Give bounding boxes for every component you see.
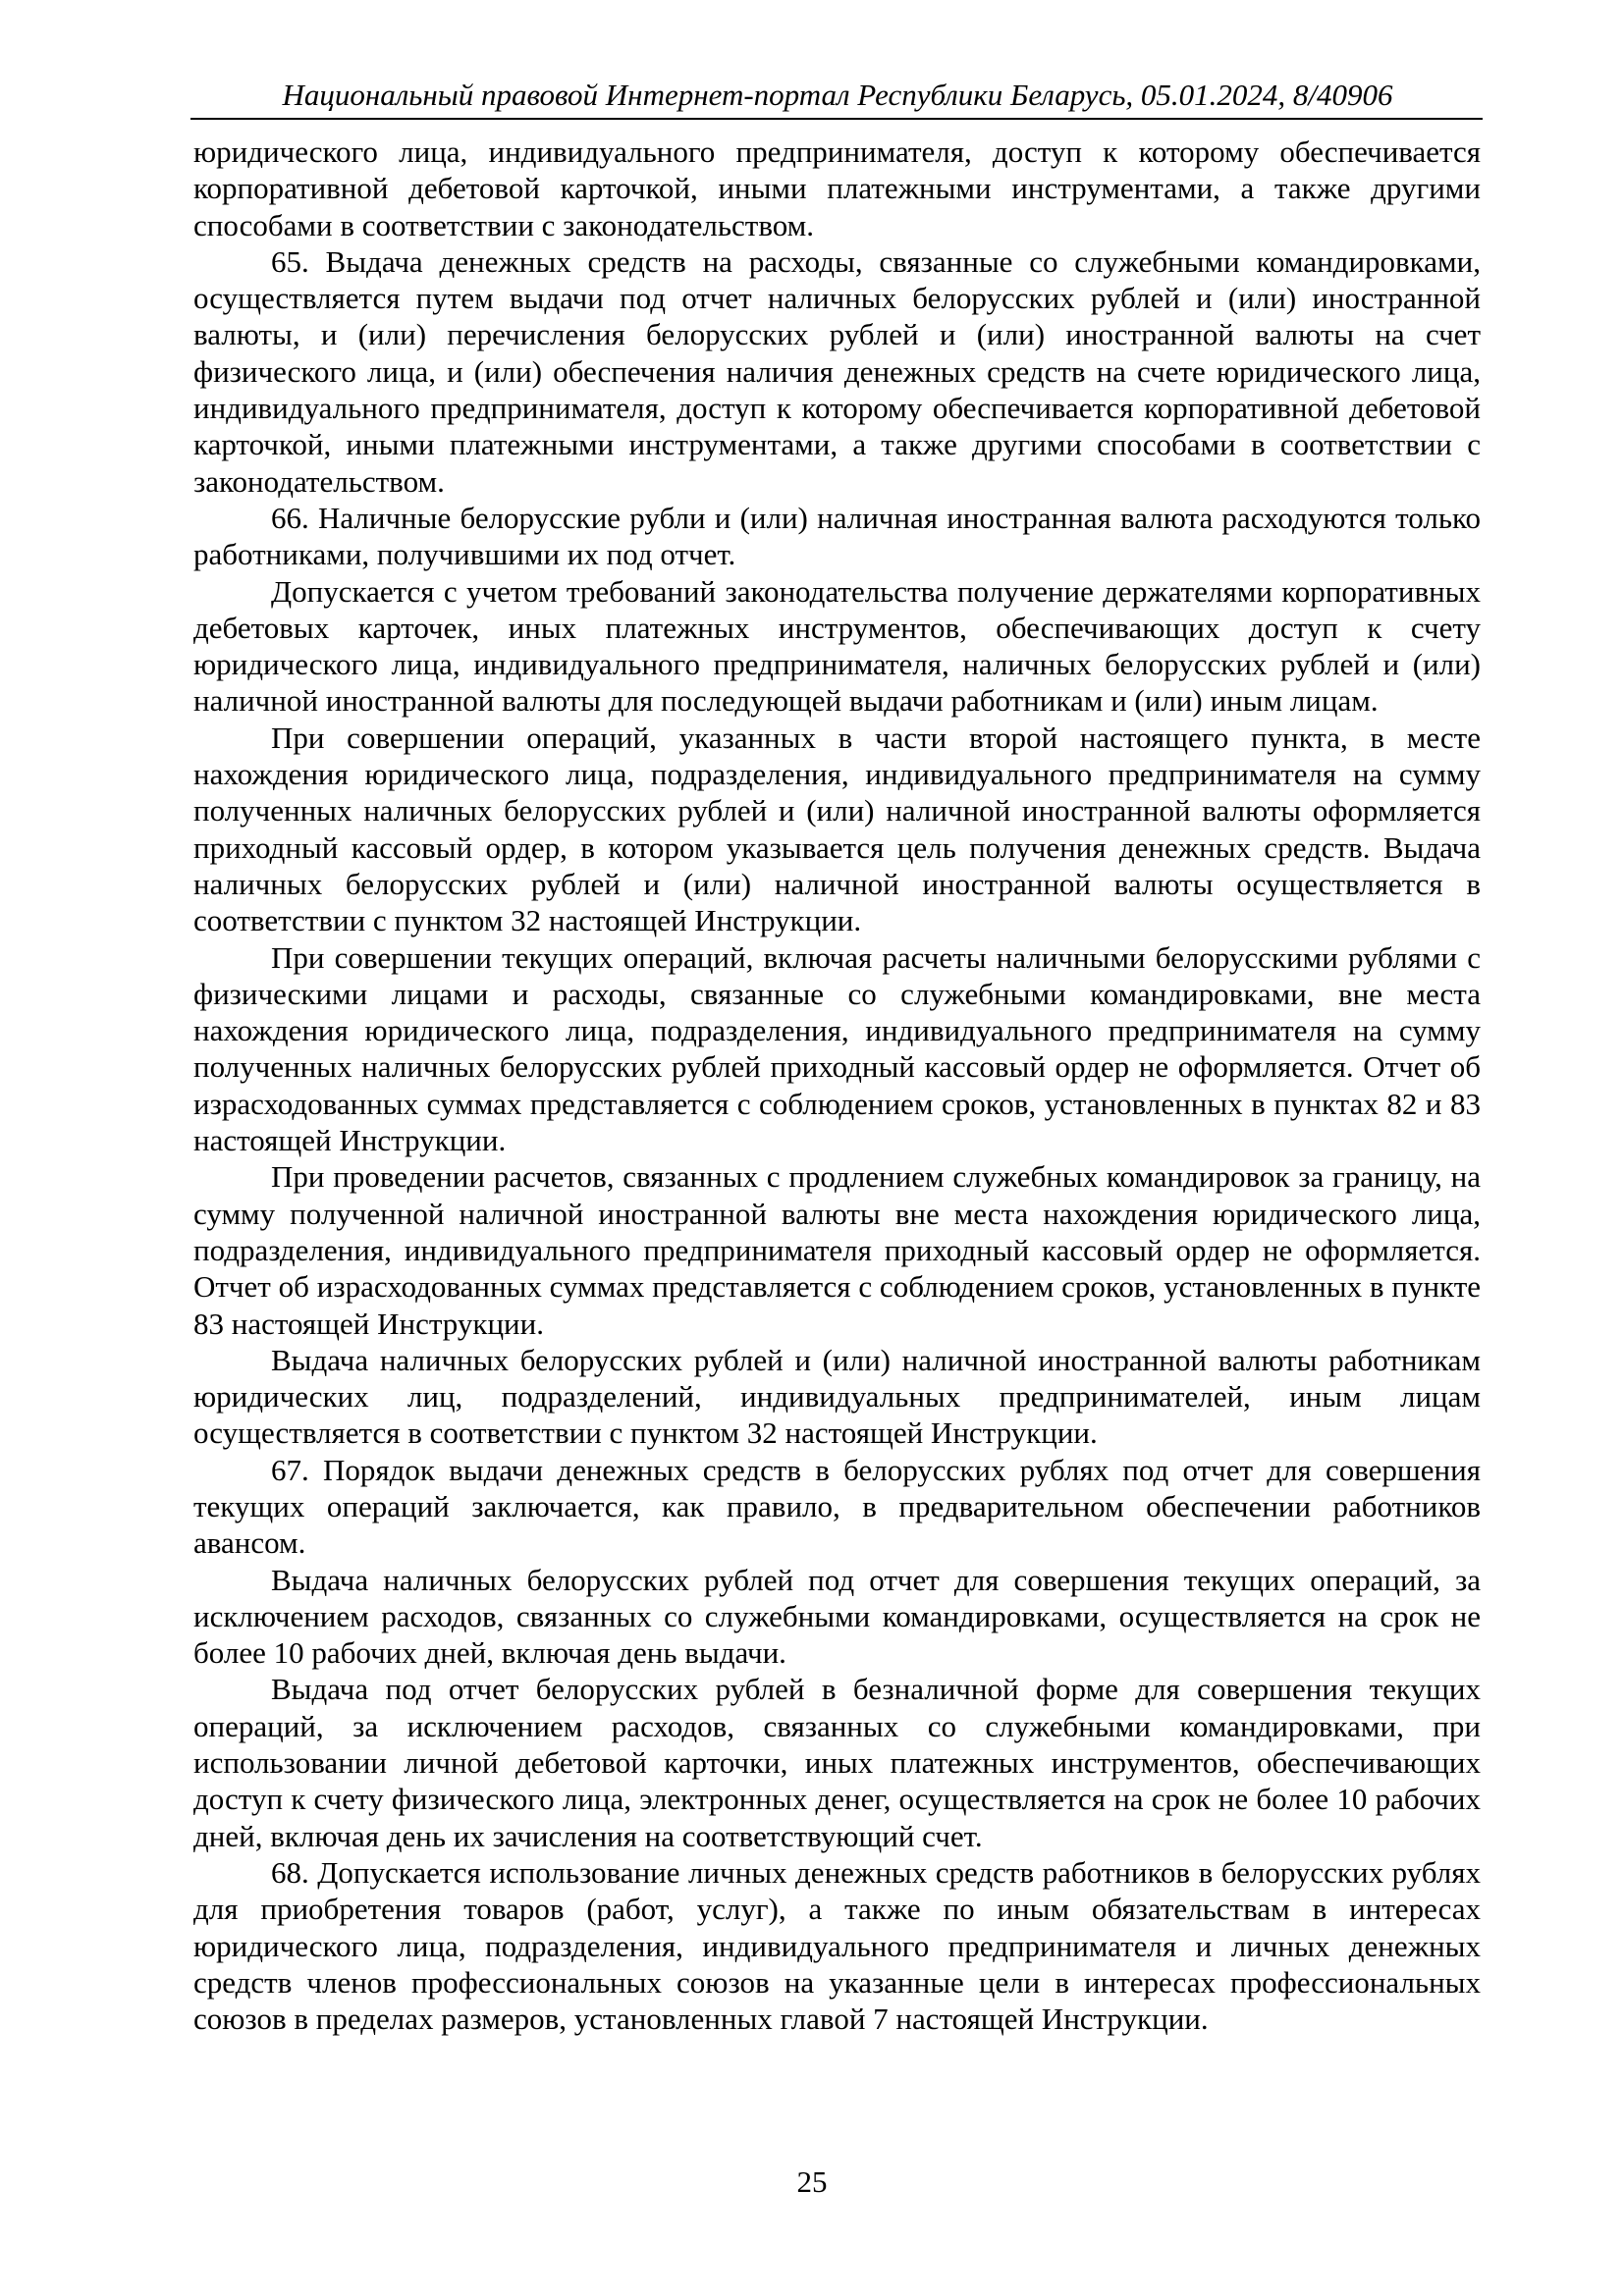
paragraph-66: 66. Наличные белорусские рубли и (или) наличная иностранная валюта расходуются только работниками, получившими их под отчет. — [193, 500, 1481, 572]
document-body — [193, 133, 1481, 2037]
paragraph-66-part-4: При совершении текущих операций, включая расчеты наличными белорусскими рублями с физическими лицами и расходы, связанные со служебными командировками, вне места нахождения юридического лица, подразделения, индивидуального предпринимателя на сумму полученных наличных белорусских рублей приходный кассовый ордер не оформляется. Отчет об израсходованных суммах представляется с соблюдением сроков, установленных в пунктах 82 и 83 настоящей Инструкции. — [193, 939, 1481, 1158]
paragraph-67-part-3: Выдача под отчет белорусских рублей в безналичной форме для совершения текущих операций, за исключением расходов, связанных со служебными командировками, при использовании личной дебетовой карточки, иных платежных инструментов, обеспечивающих доступ к счету физического лица, электронных денег, осуществляется на срок не более 10 рабочих дней, включая день их зачисления на соответствующий счет. — [193, 1672, 1481, 1853]
paragraph-67: 67. Порядок выдачи денежных средств в белорусских рублях под отчет для совершения текущих операций заключается, как правило, в предварительном обеспечении работников авансом. — [193, 1452, 1481, 1561]
header-divider — [190, 118, 1483, 120]
paragraph-68: 68. Допускается использование личных денежных средств работников в белорусских рублях для приобретения товаров (работ, услуг), а также по иным обязательствам в интересах юридического лица, подразделения, индивидуального предпринимателя и личных денежных средств членов профессиональных союзов на указанные цели в интересах профессиональных союзов в пределах размеров, установленных главой 7 настоящей Инструкции. — [193, 1854, 1481, 2037]
paragraph-65: 65. Выдача денежных средств на расходы, связанные со служебными командировками, осуществляется путем выдачи под отчет наличных белорусских рублей и (или) иностранной валюты, и (или) перечисления белорусских рублей и (или) иностранной валюты на счет физического лица, и (или) обеспечения наличия денежных средств на счете юридического лица, индивидуального предпринимателя, доступ к которому обеспечивается корпоративной дебетовой карточкой, иными платежными инструментами, а также другими способами в соответствии с законодательством. — [193, 243, 1481, 499]
paragraph-continuation: юридического лица, индивидуального предпринимателя, доступ к которому обеспечивается корпоративной дебетовой карточкой, иными платежными инструментами, а также другими способами в соответствии с законодательством. — [193, 134, 1481, 242]
paragraph-67-part-2: Выдача наличных белорусских рублей под отчет для совершения текущих операций, за исключением расходов, связанных со служебными командировками, осуществляется на срок не более 10 рабочих дней, включая день выдачи. — [193, 1562, 1481, 1671]
paragraph-66-part-5: При проведении расчетов, связанных с продлением служебных командировок за границу, на сумму полученной наличной иностранной валюты вне места нахождения юридического лица, подразделения, индивидуального предпринимателя приходный кассовый ордер не оформляется. Отчет об израсходованных суммах представляется с соблюдением сроков, установленных в пункте 83 настоящей Инструкции. — [193, 1159, 1481, 1341]
paragraph-66-part-3: При совершении операций, указанных в части второй настоящего пункта, в месте нахождения юридического лица, подразделения, индивидуального предпринимателя на сумму полученных наличных белорусских рублей и (или) наличной иностранной валюты оформляется приходный кассовый ордер, в котором указывается цель получения денежных средств. Выдача наличных белорусских рублей и (или) наличной иностранной валюты осуществляется в соответствии с пунктом 32 настоящей Инструкции. — [193, 720, 1481, 938]
paragraph-66-part-6: Выдача наличных белорусских рублей и (или) наличной иностранной валюты работникам юридических лиц, подразделений, индивидуальных предпринимателей, иным лицам осуществляется в соответствии с пунктом 32 настоящей Инструкции. — [193, 1342, 1481, 1451]
page-number: 25 — [796, 2164, 828, 2199]
paragraph-66-part-2: Допускается с учетом требований законодательства получение держателями корпоративных дебетовых карточек, иных платежных инструментов, обеспечивающих доступ к счету юридического лица, индивидуального предпринимателя, наличных белорусских рублей и (или) наличной иностранной валюты для последующей выдачи работникам и (или) иным лицам. — [193, 573, 1481, 719]
page-header: Национальный правовой Интернет-портал Республики Беларусь, 05.01.2024, 8/40906 — [282, 78, 1393, 112]
